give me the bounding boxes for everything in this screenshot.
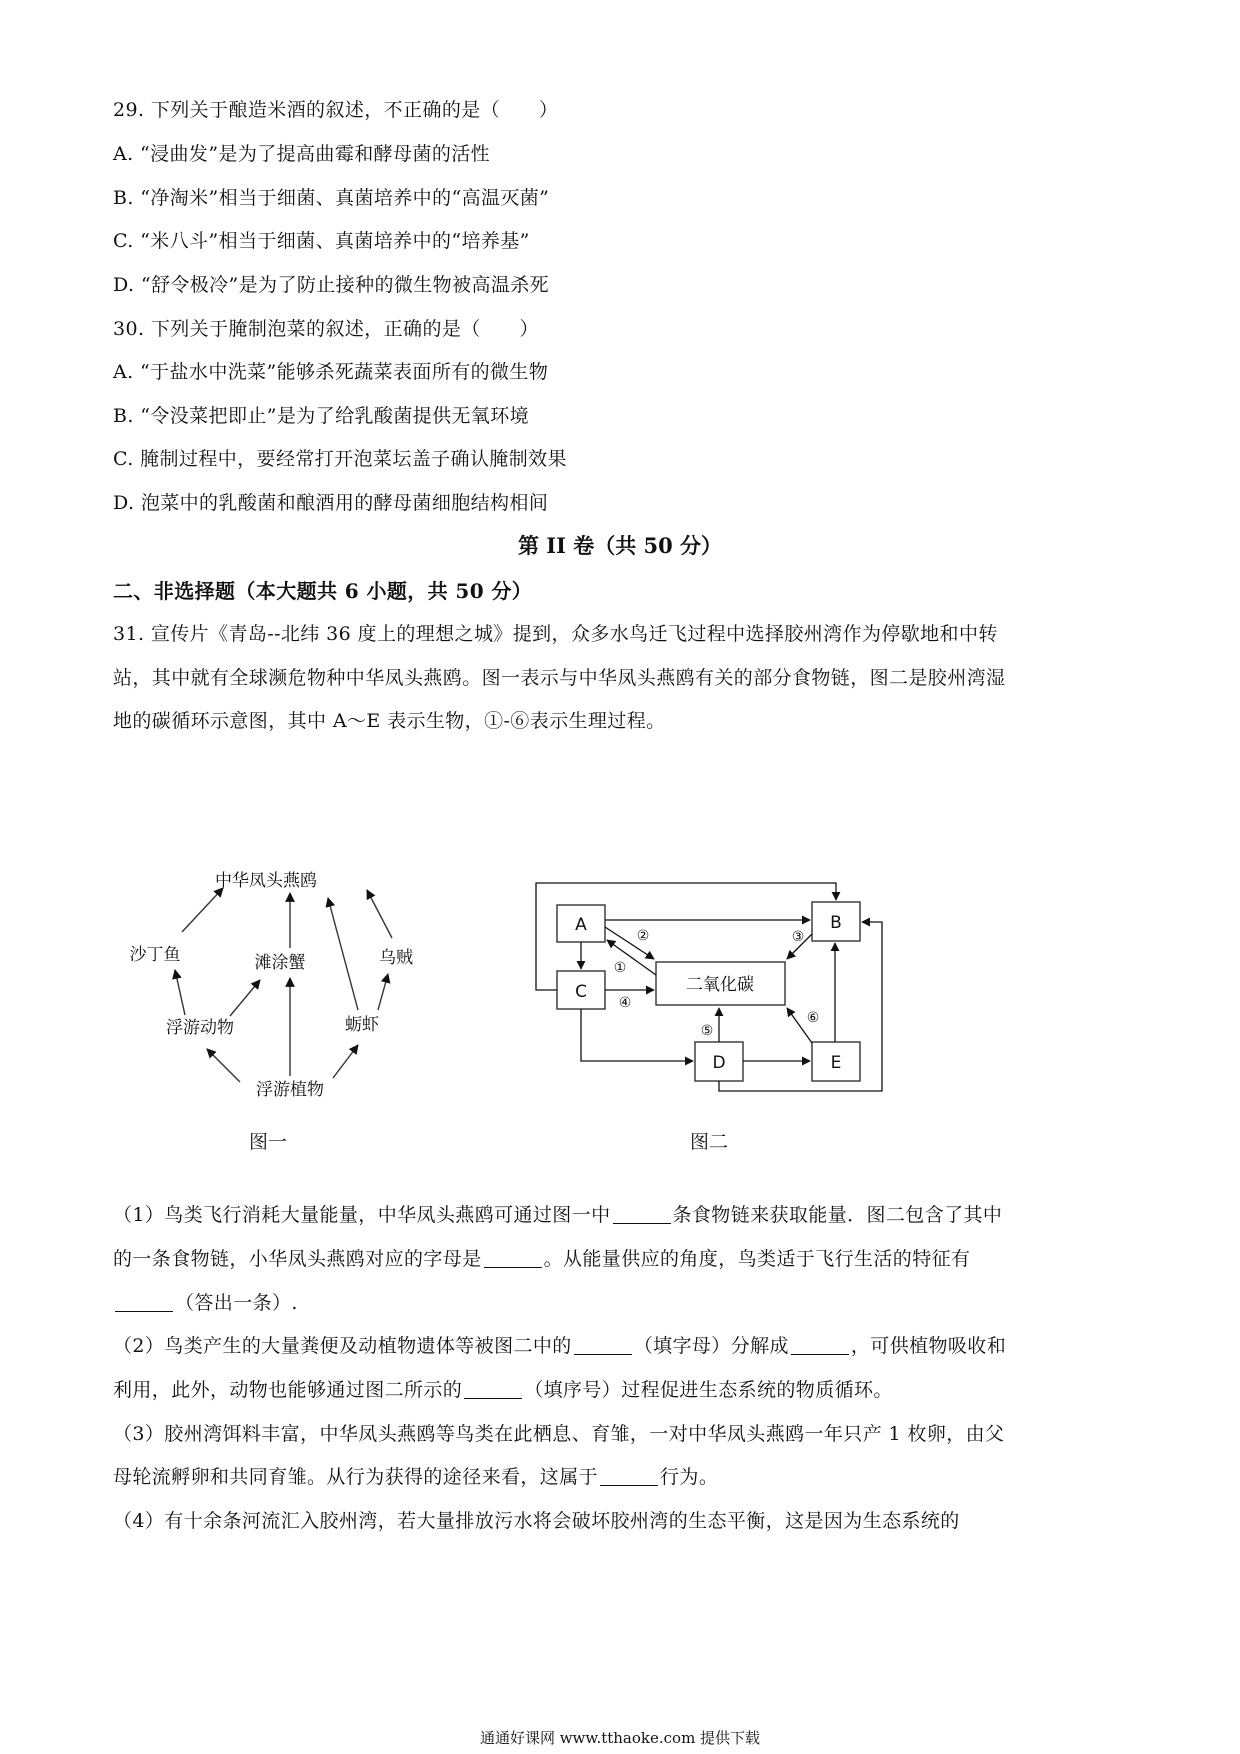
text: 母轮流孵卵和共同育雏。从行为获得的途径来看，这属于 [113, 1466, 599, 1488]
arrow-shrimp-to-squid [378, 974, 388, 1010]
q29-option-a: A. “浸曲发”是为了提高曲霉和酵母菌的活性 [113, 143, 491, 165]
q31-sub1-line-3 [113, 1288, 298, 1315]
q31-sub4-line-1: （4）有十余条河流汇入胶州湾，若大量排放污水将会破坏胶州湾的生态平衡，这是因为生态系统的 [113, 1510, 960, 1532]
q29-stem: 29. 下列关于酿造米酒的叙述，不正确的是（ ） [113, 99, 559, 121]
q30-option-c: C. 腌制过程中，要经常打开泡菜坛盖子确认腌制效果 [113, 448, 567, 470]
text: 条食物链来获取能量．图二包含了其中 [672, 1204, 1003, 1226]
text: ，可供植物吸收和 [850, 1335, 1007, 1357]
q30-option-a: A. “于盐水中洗菜”能够杀死蔬菜表面所有的微生物 [113, 361, 549, 383]
q29-option-b: B. “净淘米”相当于细菌、真菌培养中的“高温灭菌” [113, 187, 550, 209]
answer-blank[interactable] [613, 1204, 671, 1224]
figure2-carbon-cycle [530, 850, 900, 1100]
q29-option-d: D. “舒令极冷”是为了防止接种的微生物被高温杀死 [113, 274, 550, 296]
node-phytoplankton: 浮游植物 [256, 1080, 324, 1100]
text: 的一条食物链，小华凤头燕鸥对应的字母是 [113, 1248, 482, 1270]
q31-sub1-line-1 [113, 1200, 1002, 1227]
part-title: 二、非选择题（本大题共 6 小题，共 50 分） [113, 579, 533, 603]
figure1-caption: 图一 [249, 1131, 288, 1153]
text: （填字母）分解成 [633, 1335, 789, 1357]
q31-sub2-line-2 [113, 1375, 893, 1402]
q31-intro-line-1: 31. 宣传片《青岛--北纬 36 度上的理想之城》提到，众多水鸟迁飞过程中选择胶州湾作为停歇地和中转 [113, 623, 998, 645]
q30-option-d: D. 泡菜中的乳酸菌和酿酒用的酵母菌细胞结构相间 [113, 492, 549, 514]
process-6-label: ⑥ [806, 1010, 820, 1026]
process-2-label: ② [636, 928, 650, 944]
label-b: B [830, 913, 842, 933]
node-shrimp: 蛎虾 [345, 1015, 379, 1035]
arrow-sardine-to-tern [182, 888, 223, 932]
arrow-c-to-d [581, 1009, 693, 1061]
text: 利用，此外，动物也能够通过图二所示的 [113, 1379, 463, 1401]
answer-blank[interactable] [600, 1466, 658, 1486]
node-zooplankton: 浮游动物 [166, 1018, 234, 1038]
arrow-zooplankton-to-sardine [175, 970, 185, 1015]
process-3-label: ③ [791, 929, 805, 945]
q31-sub2-line-1 [113, 1331, 1006, 1358]
volume-title: 第 II 卷（共 50 分） [517, 533, 723, 558]
label-c: C [575, 982, 587, 1002]
arrow-phytoplankton-to-shrimp [333, 1045, 358, 1078]
answer-blank[interactable] [464, 1379, 522, 1399]
node-squid: 乌贼 [379, 948, 413, 968]
arrow-shrimp-to-tern [328, 898, 358, 1010]
node-chinese-crested-tern: 中华凤头燕鸥 [215, 871, 317, 891]
q31-sub3-line-2 [113, 1462, 718, 1489]
process-4-label: ④ [618, 995, 632, 1011]
q30-option-b: B. “令没菜把即止”是为了给乳酸菌提供无氧环境 [113, 405, 530, 427]
q31-intro-line-3: 地的碳循环示意图，其中 A～E 表示生物，①-⑥表示生理过程。 [113, 710, 666, 732]
text: （填序号）过程促进生态系统的物质循环。 [524, 1379, 893, 1401]
figure2-caption: 图二 [690, 1131, 729, 1153]
node-mudflat-crab: 滩涂蟹 [254, 953, 306, 973]
label-co2: 二氧化碳 [686, 975, 754, 995]
answer-blank[interactable] [484, 1248, 542, 1268]
process-5-label: ⑤ [700, 1023, 714, 1039]
figure1-arrows [130, 850, 450, 1110]
arrow-phytoplankton-to-zooplankton [207, 1049, 240, 1082]
q30-stem: 30. 下列关于腌制泡菜的叙述，正确的是（ ） [113, 318, 539, 340]
node-sardine: 沙丁鱼 [130, 945, 181, 965]
label-d: D [712, 1053, 726, 1073]
answer-blank[interactable] [115, 1292, 173, 1312]
q31-intro-line-2: 站，其中就有全球濒危物种中华凤头燕鸥。图一表示与中华凤头燕鸥有关的部分食物链，图二是胶州湾湿 [113, 667, 1006, 689]
q29-option-c: C. “米八斗”相当于细菌、真菌培养中的“培养基” [113, 230, 530, 252]
text: （答出一条）. [175, 1292, 298, 1314]
process-1-label: ① [613, 960, 627, 976]
footer-watermark: 通通好课网 www.tthaoke.com 提供下载 [479, 1729, 761, 1747]
text: 行为。 [660, 1466, 719, 1488]
arrow-zooplankton-to-crab [230, 980, 260, 1016]
text: 。从能量供应的角度，鸟类适于飞行生活的特征有 [543, 1248, 971, 1270]
label-a: A [575, 915, 587, 935]
label-e: E [830, 1053, 842, 1073]
arrow-squid-to-tern [367, 890, 392, 938]
text: （2）鸟类产生的大量粪便及动植物遗体等被图二中的 [113, 1335, 572, 1357]
q31-sub3-line-1: （3）胶州湾饵料丰富，中华凤头燕鸥等鸟类在此栖息、育雏，一对中华凤头燕鸥一年只产 1 枚卵，由父 [113, 1423, 1005, 1445]
answer-blank[interactable] [574, 1335, 632, 1355]
answer-blank[interactable] [791, 1335, 849, 1355]
text: （1）鸟类飞行消耗大量能量，中华凤头燕鸥可通过图一中 [113, 1204, 611, 1226]
q31-sub1-line-2 [113, 1244, 970, 1271]
